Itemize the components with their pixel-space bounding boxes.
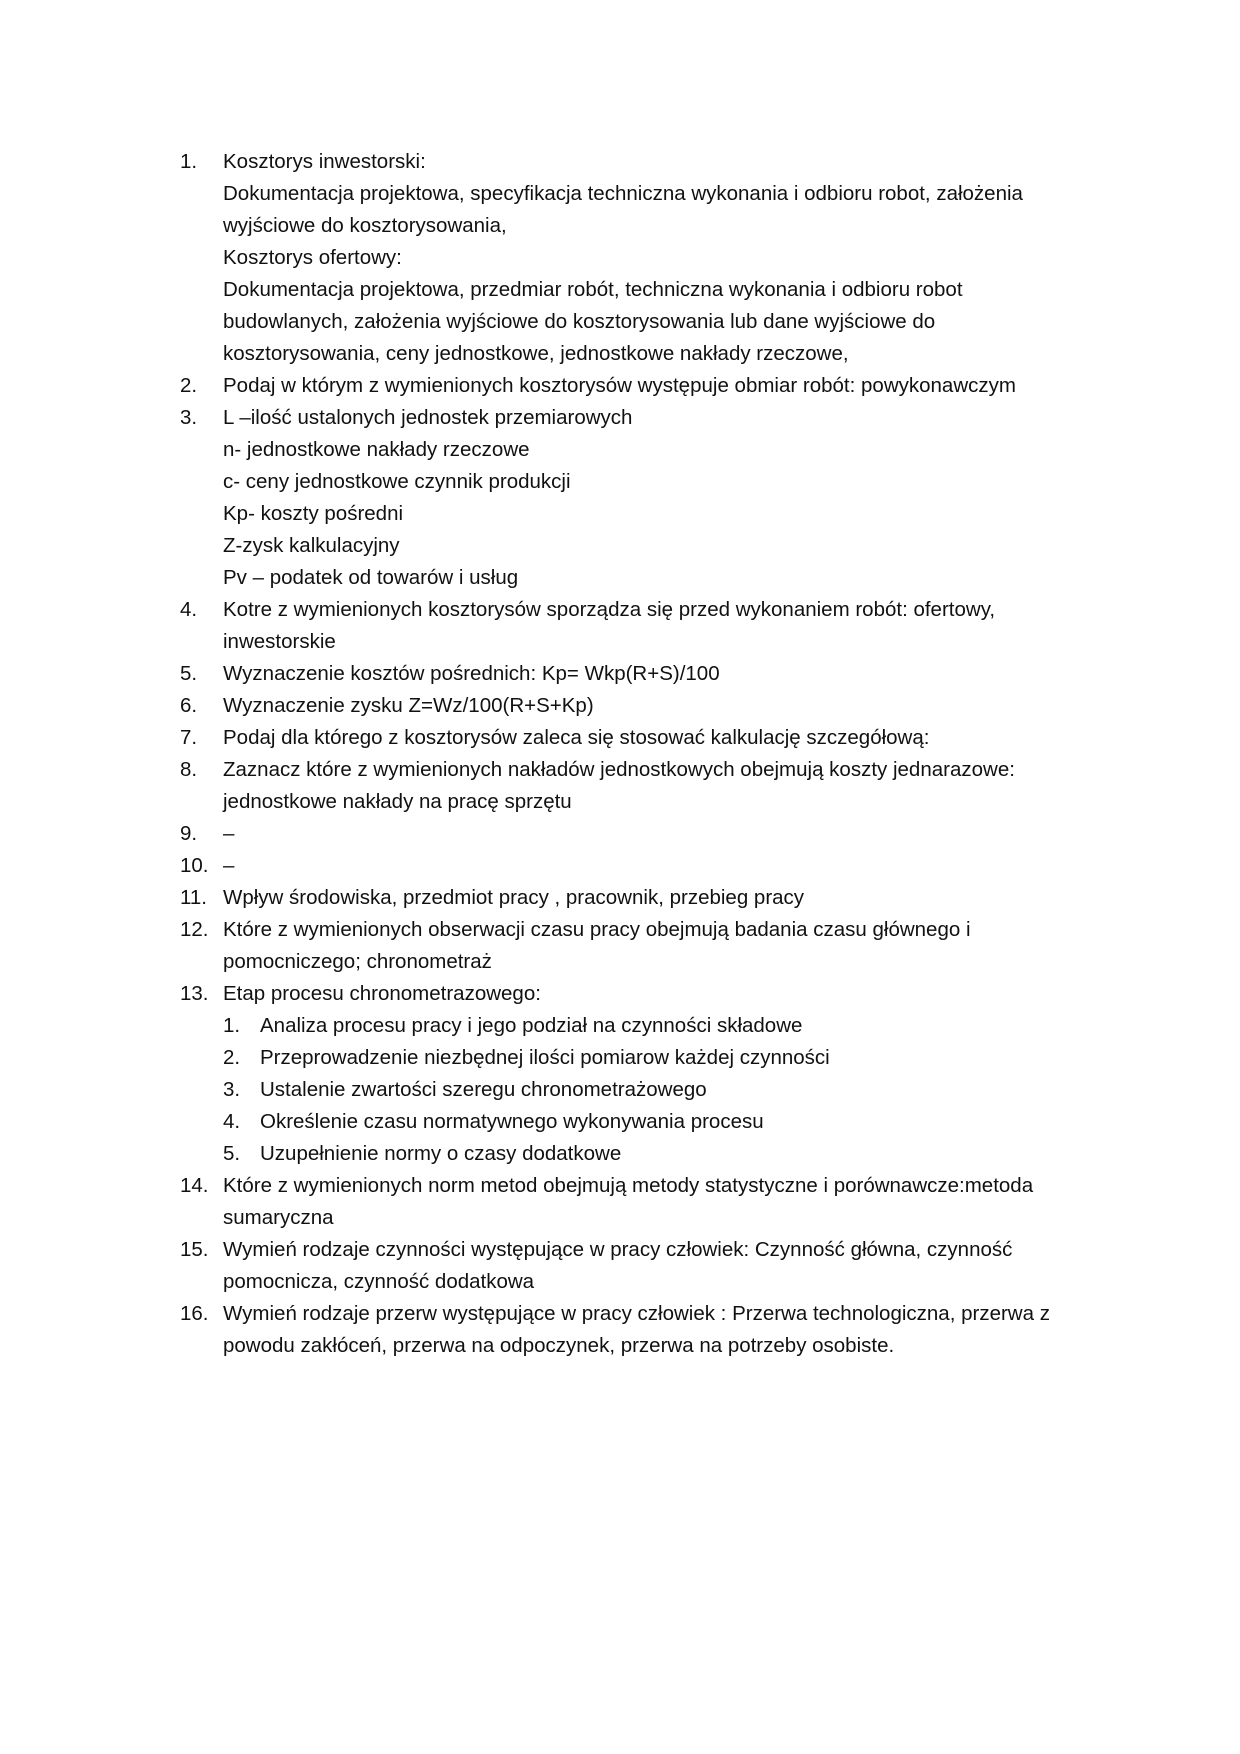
- list-item-number: 2.: [180, 374, 198, 397]
- list-item-number: 14.: [180, 1174, 209, 1197]
- list-item: [180, 818, 1080, 850]
- nested-list-item: [223, 1138, 1080, 1170]
- list-item-text-line: Kosztorys inwestorski:: [223, 150, 426, 173]
- list-item-text-line: pomocnicza, czynność dodatkowa: [223, 1270, 535, 1293]
- nested-list-item-text: Przeprowadzenie niezbędnej ilości pomiarow każdej czynności: [260, 1046, 830, 1069]
- list-item: [180, 146, 1080, 370]
- nested-list-item-text: Analiza procesu pracy i jego podział na czynności składowe: [260, 1014, 803, 1037]
- list-item-number: 16.: [180, 1302, 209, 1325]
- list-item-text-line: jednostkowe nakłady na pracę sprzętu: [223, 790, 572, 813]
- list-item-text-line: Które z wymienionych obserwacji czasu pracy obejmują badania czasu głównego i: [223, 918, 971, 941]
- nested-list-item: [223, 1010, 1080, 1042]
- nested-list-item: [223, 1106, 1080, 1138]
- nested-list-item-number: 3.: [223, 1078, 241, 1101]
- numbered-list: [180, 146, 1080, 1362]
- list-item-text-line: Dokumentacja projektowa, przedmiar robót, techniczna wykonania i odbioru robot: [223, 278, 963, 301]
- list-item: [180, 1298, 1080, 1362]
- list-item: [180, 1170, 1080, 1234]
- list-item-text-line: –: [223, 822, 235, 845]
- list-item-number: 5.: [180, 662, 198, 685]
- list-item-number: 1.: [180, 150, 198, 173]
- list-item-number: 6.: [180, 694, 198, 717]
- list-item: [180, 690, 1080, 722]
- nested-numbered-list: [223, 1010, 1080, 1170]
- nested-list-item-number: 4.: [223, 1110, 241, 1133]
- list-item-number: 8.: [180, 758, 198, 781]
- list-item-text-line: Etap procesu chronometrazowego:: [223, 982, 541, 1005]
- list-item-text-line: –: [223, 854, 235, 877]
- list-item: [180, 722, 1080, 754]
- list-item-text-line: Podaj w którym z wymienionych kosztorysów występuje obmiar robót: powykonawczym: [223, 374, 1016, 397]
- list-item: [180, 402, 1080, 594]
- list-item-text-line: Wyznaczenie kosztów pośrednich: Kp= Wkp(R+S)/100: [223, 662, 720, 685]
- nested-list-item-text: Określenie czasu normatywnego wykonywania procesu: [260, 1110, 764, 1133]
- list-item-text-line: L –ilość ustalonych jednostek przemiarowych: [223, 406, 633, 429]
- list-item-number: 15.: [180, 1238, 209, 1261]
- list-item: [180, 850, 1080, 882]
- list-item-text-line: Dokumentacja projektowa, specyfikacja techniczna wykonania i odbioru robot, założenia: [223, 182, 1023, 205]
- list-item-number: 12.: [180, 918, 209, 941]
- list-item-text-line: powodu zakłóceń, przerwa na odpoczynek, przerwa na potrzeby osobiste.: [223, 1334, 895, 1357]
- nested-list-item-number: 1.: [223, 1014, 241, 1037]
- list-item-text-line: budowlanych, założenia wyjściowe do kosztorysowania lub dane wyjściowe do: [223, 310, 936, 333]
- list-item-text-line: Kotre z wymienionych kosztorysów sporządza się przed wykonaniem robót: ofertowy,: [223, 598, 996, 621]
- list-item: [180, 914, 1080, 978]
- list-item-text-line: Kp- koszty pośredni: [223, 502, 404, 525]
- list-item: [180, 754, 1080, 818]
- list-item-text-line: Zaznacz które z wymienionych nakładów jednostkowych obejmują koszty jednarazowe:: [223, 758, 1015, 781]
- list-item: [180, 1234, 1080, 1298]
- nested-list-item-text: Uzupełnienie normy o czasy dodatkowe: [260, 1142, 622, 1165]
- list-item-text-line: c- ceny jednostkowe czynnik produkcji: [223, 470, 571, 493]
- list-item: [180, 882, 1080, 914]
- list-item-text-line: Pv – podatek od towarów i usług: [223, 566, 519, 589]
- nested-list-item-text: Ustalenie zwartości szeregu chronometrażowego: [260, 1078, 707, 1101]
- list-item-text-line: wyjściowe do kosztorysowania,: [223, 214, 507, 237]
- list-item-text-line: Podaj dla którego z kosztorysów zaleca się stosować kalkulację szczegółową:: [223, 726, 930, 749]
- list-item: [180, 978, 1080, 1170]
- nested-list-item: [223, 1074, 1080, 1106]
- list-item-text-line: inwestorskie: [223, 630, 336, 653]
- list-item-text-line: kosztorysowania, ceny jednostkowe, jednostkowe nakłady rzeczowe,: [223, 342, 849, 365]
- list-item-text-line: Z-zysk kalkulacyjny: [223, 534, 400, 557]
- list-item-text-line: Wpływ środowiska, przedmiot pracy , pracownik, przebieg pracy: [223, 886, 805, 909]
- list-item-text-line: n- jednostkowe nakłady rzeczowe: [223, 438, 530, 461]
- list-item-text-line: pomocniczego; chronometraż: [223, 950, 492, 973]
- list-item-text-line: Wyznaczenie zysku Z=Wz/100(R+S+Kp): [223, 694, 594, 717]
- list-item-number: 9.: [180, 822, 198, 845]
- list-item-text-line: Które z wymienionych norm metod obejmują metody statystyczne i porównawcze:metoda: [223, 1174, 1034, 1197]
- list-item: [180, 370, 1080, 402]
- list-item-number: 10.: [180, 854, 209, 877]
- list-item-number: 3.: [180, 406, 198, 429]
- list-item: [180, 594, 1080, 658]
- nested-list-item: [223, 1042, 1080, 1074]
- list-item-number: 13.: [180, 982, 209, 1005]
- nested-list-item-number: 2.: [223, 1046, 241, 1069]
- list-item-text-line: Wymień rodzaje przerw występujące w pracy człowiek : Przerwa technologiczna, przerwa z: [223, 1302, 1050, 1325]
- list-item-text-line: sumaryczna: [223, 1206, 334, 1229]
- nested-list-item-number: 5.: [223, 1142, 241, 1165]
- list-item-text-line: Wymień rodzaje czynności występujące w pracy człowiek: Czynność główna, czynność: [223, 1238, 1013, 1261]
- list-item-number: 7.: [180, 726, 198, 749]
- list-item-text-line: Kosztorys ofertowy:: [223, 246, 402, 269]
- list-item-number: 11.: [180, 886, 207, 909]
- list-item: [180, 658, 1080, 690]
- list-item-number: 4.: [180, 598, 198, 621]
